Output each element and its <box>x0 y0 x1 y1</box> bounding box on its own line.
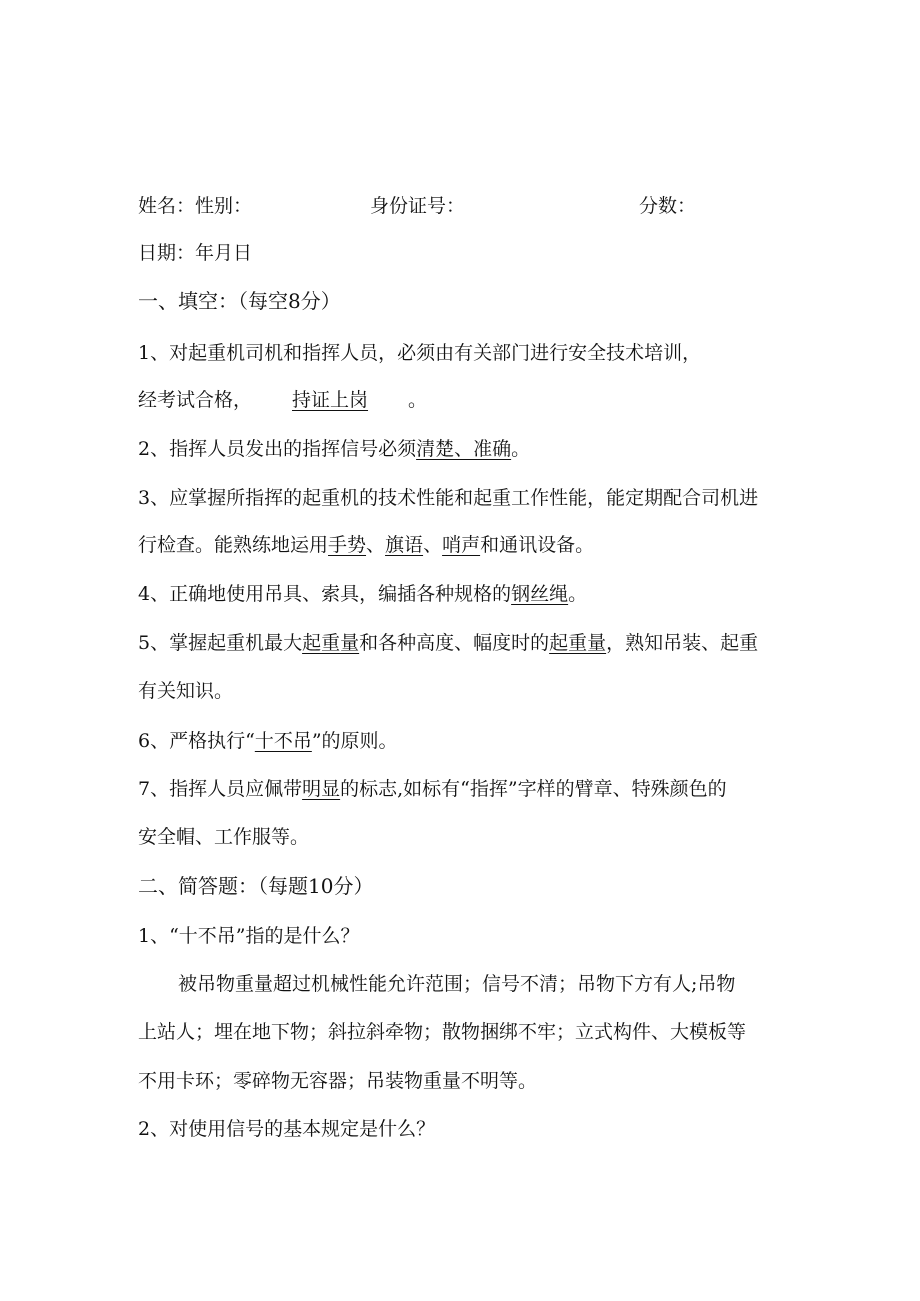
q1-line1: 1、对起重机司机和指挥人员，必须由有关部门进行安全技术培训， <box>138 342 702 364</box>
q4-post: 。 <box>568 583 588 605</box>
q5-line1 <box>138 630 758 656</box>
q3-answer-1: 手势 <box>328 534 367 556</box>
q3-line2 <box>138 532 594 558</box>
q3-post: 和通讯设备。 <box>480 534 595 556</box>
q5-pre: 5、掌握起重机最大 <box>138 632 303 654</box>
q1-line2 <box>138 387 427 413</box>
q5-mid: 和各种高度、幅度时的 <box>359 632 550 654</box>
q6-pre: 6、严格执行“ <box>138 730 255 752</box>
q3-sep-2: 、 <box>423 534 443 556</box>
q5-answer-2: 起重量 <box>549 632 607 654</box>
q7-pre: 7、指挥人员应佩带 <box>138 778 303 800</box>
id-number-label: 身份证号： <box>370 195 466 217</box>
q3-sep-1: 、 <box>366 534 386 556</box>
s2-q1-answer-line1: 被吊物重量超过机械性能允许范围；信号不清；吊物下方有人;吊物 <box>178 973 736 995</box>
q1-post: 。 <box>408 389 428 411</box>
q3-answer-3: 哨声 <box>442 534 481 556</box>
q4-line <box>138 581 587 607</box>
score-label: 分数： <box>639 195 697 217</box>
q5-line2: 有关知识。 <box>138 680 234 702</box>
q7-line1 <box>138 776 727 802</box>
s2-q1-answer-line3: 不用卡环；零碎物无容器；吊装物重量不明等。 <box>138 1070 538 1092</box>
q3-pre: 行检查。能熟练地运用 <box>138 534 329 556</box>
q3-answer-2: 旗语 <box>385 534 424 556</box>
q2-post: 。 <box>511 438 531 460</box>
q3-line1: 3、应掌握所指挥的起重机的技术性能和起重工作性能，能定期配合司机进 <box>138 487 759 509</box>
q1-pre: 经考试合格， <box>138 389 253 411</box>
header-row <box>138 193 696 219</box>
q7-line2: 安全帽、工作服等。 <box>138 826 310 848</box>
q7-post: 的标志,如标有“指挥”字样的臂章、特殊颜色的 <box>340 778 727 800</box>
q2-pre: 2、指挥人员发出的指挥信号必须 <box>138 438 417 460</box>
s2-q1-question: 1、“十不吊”指的是什么？ <box>138 925 360 947</box>
s2-q2-question: 2、对使用信号的基本规定是什么？ <box>138 1118 436 1140</box>
s2-q1-answer-line2: 上站人；埋在地下物；斜拉斜牵物；散物捆绑不牢；立式构件、大模板等 <box>138 1021 747 1043</box>
q6-answer: 十不吊 <box>254 730 312 752</box>
q2-line <box>138 436 530 462</box>
q2-answer: 清楚、准确 <box>416 438 512 460</box>
q6-post: ”的原则。 <box>311 730 398 752</box>
q6-line <box>138 728 398 754</box>
q4-pre: 4、正确地使用吊具、索具，编插各种规格的 <box>138 583 512 605</box>
q4-answer: 钢丝绳 <box>511 583 569 605</box>
name-gender-label: 姓名：性别： <box>138 195 253 217</box>
q5-post: ，熟知吊装、起重 <box>606 632 759 654</box>
q5-answer-1: 起重量 <box>302 632 360 654</box>
q7-answer: 明显 <box>302 778 341 800</box>
section1-title: 一、填空：（每空8分） <box>138 289 341 313</box>
q1-answer: 持证上岗 <box>292 389 369 411</box>
date-label: 日期：年月日 <box>138 242 253 264</box>
section2-title: 二、简答题：（每题10分） <box>138 874 374 898</box>
